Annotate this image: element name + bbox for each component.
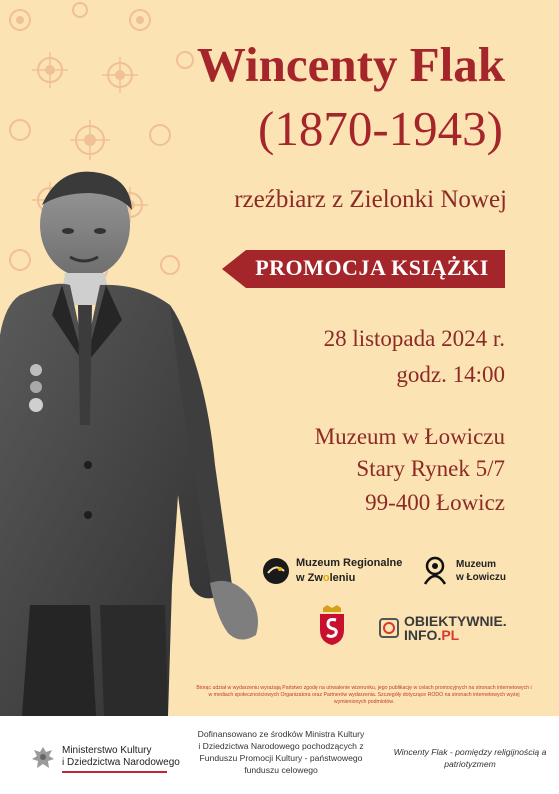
logo-muzeum-lowicz xyxy=(422,556,506,586)
event-date: 28 listopada 2024 r. xyxy=(323,326,505,351)
eagle-emblem-icon xyxy=(30,744,56,774)
venue-street: Stary Rynek 5/7 xyxy=(356,456,505,481)
lowicz-museum-icon xyxy=(422,556,448,586)
zwolen-name-line1: Muzeum Regionalne xyxy=(296,557,403,569)
footer xyxy=(0,716,559,794)
venue-city: 99-400 Łowicz xyxy=(365,490,505,515)
zwolen-museum-icon xyxy=(262,557,290,585)
obiektywnie-line1: OBIEKTYWNIE. xyxy=(404,613,507,629)
logo-muzeum-zwolen xyxy=(262,556,402,586)
zwolen-name-line2: w Zwoleniu xyxy=(296,572,356,584)
event-time: godz. 14:00 xyxy=(396,362,505,387)
lowicz-coat-of-arms-icon xyxy=(318,604,346,646)
obiektywnie-icon xyxy=(378,617,400,639)
ministry-logo xyxy=(30,744,180,774)
logo-obiektywnie xyxy=(378,614,507,642)
ministry-underline xyxy=(62,771,167,773)
life-years: (1870-1943) xyxy=(258,101,503,156)
obiektywnie-line2: INFO.PL xyxy=(404,627,460,643)
page-title: Wincenty Flak xyxy=(196,37,505,92)
subtitle: rzeźbiarz z Zielonki Nowej xyxy=(234,186,507,213)
venue-name: Muzeum w Łowiczu xyxy=(314,424,505,449)
ministry-line1: Ministerstwo Kultury xyxy=(62,745,152,756)
banner-label: PROMOCJA KSIĄŻKI xyxy=(255,255,489,280)
gdpr-disclaimer: Biorąc udział w wydarzeniu wyrażają Państwo zgodę na utrwalenie wizerunku, jego publikację w celach promocyjnych na stronach internetowych i w mediach społecznościowych Organizatora oraz Partnerów wydarzenia. Szczegóły dotyczące RODO na stronach internetowych wyżej wymienionych podmiotów. xyxy=(196,685,532,705)
ministry-line2: i Dziedzictwa Narodowego xyxy=(62,757,180,768)
book-title-note: Wincenty Flak - pomiędzy religijnością a patriotyzmem xyxy=(393,747,547,769)
logo-lowicz-crest xyxy=(318,604,346,646)
portrait-photo xyxy=(0,165,300,716)
lowicz-name-line1: Muzeum xyxy=(456,559,496,570)
lowicz-name-line2: w Łowiczu xyxy=(456,572,506,583)
funding-note: Dofinansowano ze środków Ministra Kultury i Dziedzictwa Narodowego pochodzących z Funduszu Promocji Kultury - państwowego funduszu celowego xyxy=(197,729,365,775)
